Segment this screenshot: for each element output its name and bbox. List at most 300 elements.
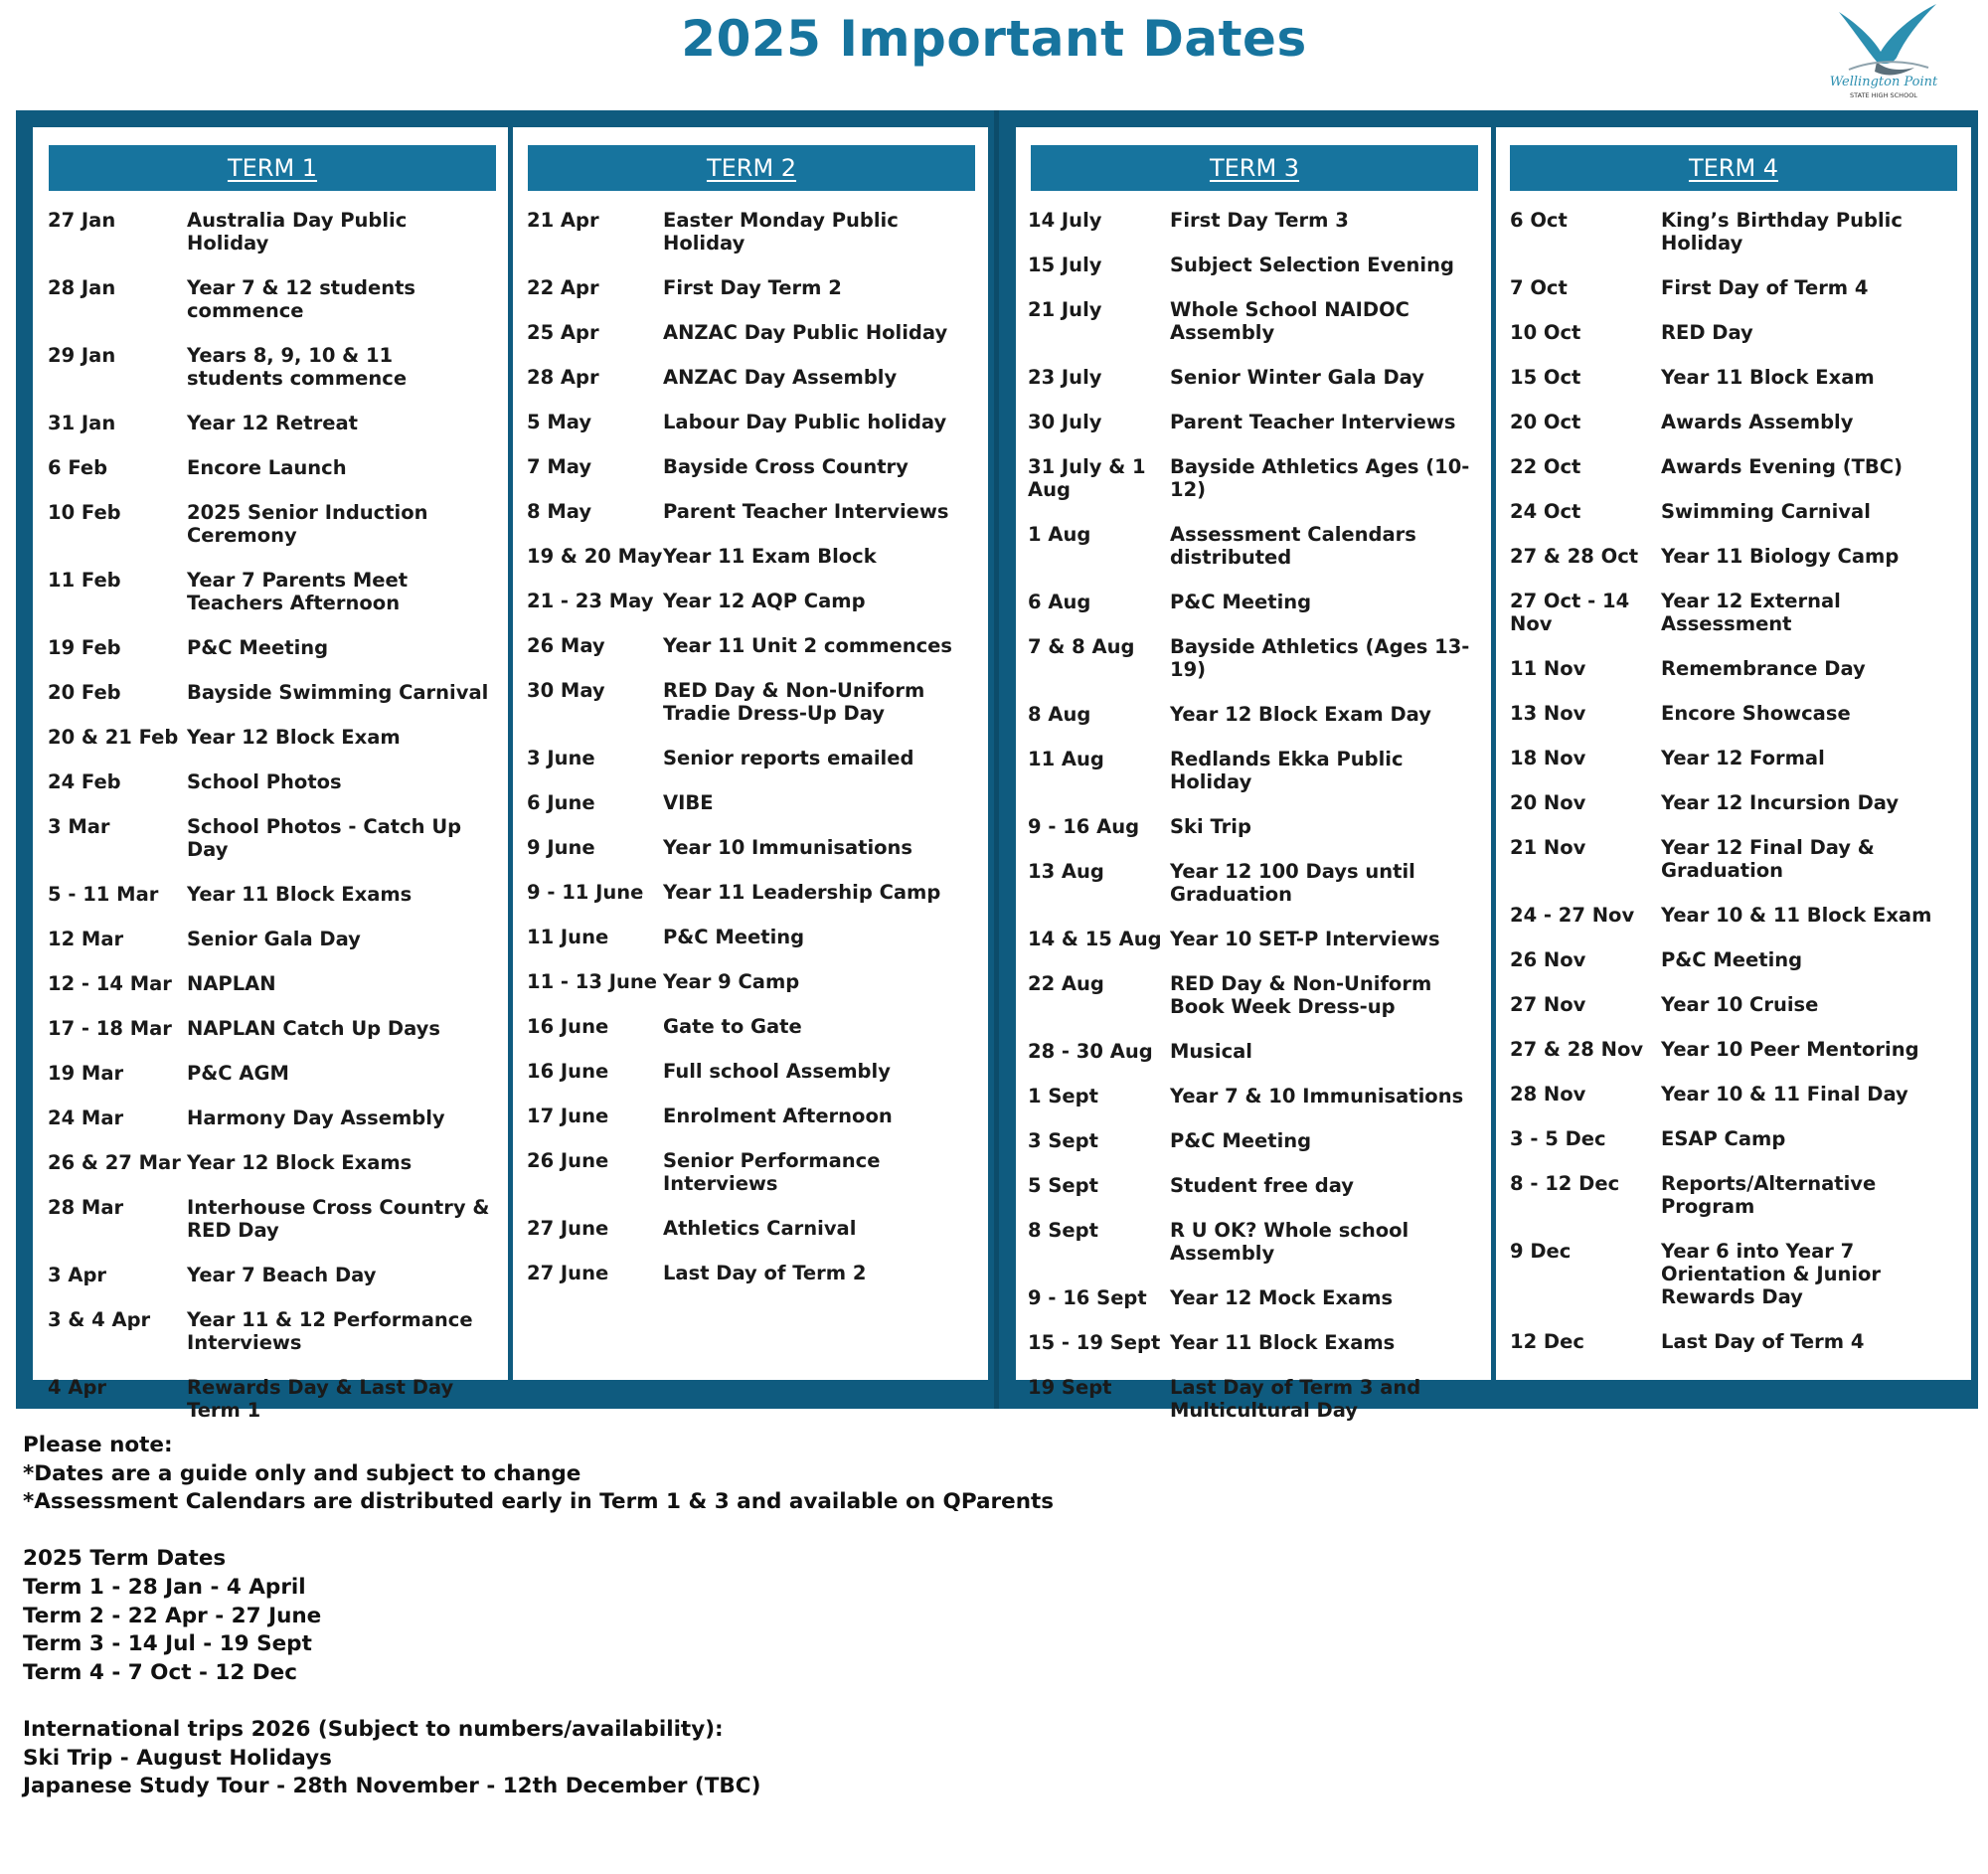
event-date: 11 Feb [48, 569, 121, 592]
event-row [48, 456, 495, 479]
event-date: 22 Apr [527, 276, 599, 299]
event-name: Senior Gala Day [187, 928, 361, 950]
event-row [1028, 1174, 1488, 1197]
event-name: Whole School NAIDOC Assembly [1170, 298, 1409, 344]
event-name: RED Day & Non-Uniform Tradie Dress-Up Day [663, 679, 925, 725]
event-date: 31 July & 1 Aug [1028, 455, 1146, 501]
note-line: *Dates are a guide only and subject to change [23, 1460, 581, 1486]
event-name: Year 12 Retreat [187, 412, 358, 434]
event-date: 15 July [1028, 254, 1102, 276]
event-row [1510, 791, 1969, 814]
event-row [1028, 1376, 1488, 1422]
event-date: 9 - 11 June [527, 881, 644, 904]
event-name: Year 9 Camp [663, 970, 800, 993]
event-date: 28 Mar [48, 1196, 124, 1219]
event-row [48, 1196, 495, 1242]
event-name: Bayside Athletics (Ages 13-19) [1170, 635, 1470, 681]
event-row [48, 276, 495, 322]
term-column-2 [513, 127, 988, 1380]
event-date: 31 Jan [48, 412, 116, 434]
event-date: 6 Oct [1510, 209, 1568, 232]
event-row [48, 1062, 495, 1085]
event-name: Bayside Athletics Ages (10-12) [1170, 455, 1470, 501]
event-name: Year 11 Block Exam [1661, 366, 1875, 389]
event-row [1028, 411, 1488, 433]
event-row [1510, 321, 1969, 344]
event-date: 9 - 16 Aug [1028, 815, 1140, 838]
event-date: 30 July [1028, 411, 1102, 433]
event-date: 17 June [527, 1105, 609, 1127]
event-name: RED Day [1661, 321, 1753, 344]
note-line: Term 1 - 28 Jan - 4 April [23, 1574, 306, 1600]
event-name: Year 11 Unit 2 commences [663, 634, 953, 657]
event-row [1028, 860, 1488, 906]
event-date: 11 - 13 June [527, 970, 657, 993]
event-name: Year 11 Leadership Camp [663, 881, 941, 904]
event-name: ESAP Camp [1661, 1127, 1786, 1150]
event-row [1510, 500, 1969, 523]
event-date: 3 & 4 Apr [48, 1308, 151, 1331]
event-date: 6 Aug [1028, 591, 1091, 613]
event-date: 14 July [1028, 209, 1102, 232]
event-row [1510, 1240, 1969, 1308]
bird-icon [1839, 4, 1936, 75]
event-name: VIBE [663, 791, 714, 814]
event-name: Awards Assembly [1661, 411, 1854, 433]
event-name: NAPLAN Catch Up Days [187, 1017, 440, 1040]
event-row [1028, 1331, 1488, 1354]
event-row [527, 366, 979, 389]
event-date: 28 Apr [527, 366, 599, 389]
term-heading: TERM 1 [49, 145, 496, 191]
event-date: 20 Nov [1510, 791, 1586, 814]
event-name: Year 12 Final Day & Graduation [1661, 836, 1875, 882]
event-name: Enrolment Afternoon [663, 1105, 893, 1127]
event-date: 12 Dec [1510, 1330, 1584, 1353]
event-date: 5 Sept [1028, 1174, 1098, 1197]
event-name: Last Day of Term 4 [1661, 1330, 1865, 1353]
event-date: 12 - 14 Mar [48, 972, 172, 995]
event-name: Interhouse Cross Country & RED Day [187, 1196, 490, 1242]
event-name: Year 10 Immunisations [663, 836, 913, 859]
event-row [48, 1308, 495, 1354]
event-name: King’s Birthday Public Holiday [1661, 209, 1903, 255]
event-date: 15 - 19 Sept [1028, 1331, 1161, 1354]
event-date: 27 Nov [1510, 993, 1586, 1016]
event-name: Year 12 AQP Camp [663, 590, 866, 612]
event-name: Year 10 Cruise [1661, 993, 1819, 1016]
event-row [527, 1015, 979, 1038]
event-date: 15 Oct [1510, 366, 1581, 389]
event-name: Full school Assembly [663, 1060, 891, 1083]
event-date: 11 Aug [1028, 748, 1104, 770]
event-name: First Day Term 2 [663, 276, 842, 299]
event-name: Year 7 Beach Day [187, 1264, 377, 1286]
event-date: 9 June [527, 836, 595, 859]
event-date: 20 Feb [48, 681, 121, 704]
term-column-1 [33, 127, 508, 1422]
event-name: Year 12 Formal [1661, 747, 1825, 769]
term-heading: TERM 4 [1510, 145, 1957, 191]
event-date: 21 Apr [527, 209, 599, 232]
event-date: 1 Sept [1028, 1085, 1098, 1107]
note-line: Ski Trip - August Holidays [23, 1745, 332, 1771]
event-row [48, 569, 495, 614]
event-name: ANZAC Day Public Holiday [663, 321, 948, 344]
note-line: Term 4 - 7 Oct - 12 Dec [23, 1659, 297, 1685]
event-name: Year 11 Biology Camp [1661, 545, 1900, 568]
event-row [1028, 1286, 1488, 1309]
event-row [48, 412, 495, 434]
event-list [1028, 209, 1488, 1444]
event-row [527, 500, 979, 523]
event-name: Year 12 Block Exam Day [1170, 703, 1431, 726]
event-row [1028, 591, 1488, 613]
event-date: 9 Dec [1510, 1240, 1572, 1263]
note-line: Japanese Study Tour - 28th November - 12th December (TBC) [23, 1774, 761, 1799]
event-name: P&C Meeting [663, 926, 805, 948]
event-date: 3 June [527, 747, 595, 769]
event-name: Labour Day Public holiday [663, 411, 947, 433]
event-name: R U OK? Whole school Assembly [1170, 1219, 1409, 1265]
event-date: 27 Jan [48, 209, 116, 232]
note-line: Please note: [23, 1433, 173, 1457]
event-row [1510, 1038, 1969, 1061]
event-date: 7 Oct [1510, 276, 1568, 299]
event-row [1028, 1085, 1488, 1107]
event-row [527, 1217, 979, 1240]
event-date: 25 Apr [527, 321, 599, 344]
event-row [527, 836, 979, 859]
event-row [1510, 993, 1969, 1016]
event-date: 21 - 23 May [527, 590, 654, 612]
event-row [1510, 366, 1969, 389]
event-name: Harmony Day Assembly [187, 1107, 445, 1129]
event-date: 4 Apr [48, 1376, 107, 1399]
event-date: 12 Mar [48, 928, 124, 950]
logo-subtext: STATE HIGH SCHOOL [1850, 91, 1917, 99]
event-row [527, 1262, 979, 1284]
event-name: Redlands Ekka Public Holiday [1170, 748, 1404, 793]
event-date: 3 Sept [1028, 1129, 1098, 1152]
notes-spacer [23, 1517, 1054, 1546]
event-row [527, 747, 979, 769]
event-name: Senior Winter Gala Day [1170, 366, 1424, 389]
frame-divider [994, 110, 999, 1409]
event-date: 22 Oct [1510, 455, 1581, 478]
event-date: 24 Oct [1510, 500, 1581, 523]
event-row [527, 881, 979, 904]
event-date: 19 Mar [48, 1062, 124, 1085]
event-row [527, 1149, 979, 1195]
event-row [1510, 209, 1969, 255]
event-name: Gate to Gate [663, 1015, 802, 1038]
event-name: Senior reports emailed [663, 747, 914, 769]
event-date: 6 Feb [48, 456, 108, 479]
event-name: Year 7 Parents Meet Teachers Afternoon [187, 569, 409, 614]
event-date: 27 & 28 Nov [1510, 1038, 1644, 1061]
event-name: P&C AGM [187, 1062, 289, 1085]
event-date: 20 & 21 Feb [48, 726, 179, 749]
event-name: Ski Trip [1170, 815, 1251, 838]
event-name: First Day of Term 4 [1661, 276, 1869, 299]
event-row [48, 681, 495, 704]
event-date: 20 Oct [1510, 411, 1581, 433]
event-row [1510, 747, 1969, 769]
event-row [1510, 1172, 1969, 1218]
event-date: 7 & 8 Aug [1028, 635, 1135, 658]
school-logo [1819, 0, 1948, 104]
event-name: School Photos [187, 770, 342, 793]
event-date: 16 June [527, 1060, 609, 1083]
event-date: 16 June [527, 1015, 609, 1038]
event-date: 11 June [527, 926, 609, 948]
note-line: *Assessment Calendars are distributed early in Term 1 & 3 and available on QParents [23, 1489, 1055, 1515]
event-row [1028, 1129, 1488, 1152]
event-row [527, 455, 979, 478]
notes-spacer [23, 1687, 1054, 1716]
event-row [1028, 748, 1488, 793]
event-date: 10 Feb [48, 501, 121, 524]
note-line: Term 2 - 22 Apr - 27 June [23, 1603, 322, 1628]
event-row [527, 634, 979, 657]
event-date: 28 - 30 Aug [1028, 1040, 1153, 1063]
event-name: Encore Launch [187, 456, 347, 479]
event-date: 8 Sept [1028, 1219, 1098, 1242]
event-name: Year 6 into Year 7 Orientation & Junior Rewards Day [1661, 1240, 1882, 1308]
event-name: Year 11 Block Exams [187, 883, 413, 906]
event-date: 30 May [527, 679, 605, 702]
event-date: 27 & 28 Oct [1510, 545, 1639, 568]
event-row [1028, 298, 1488, 344]
event-name: Encore Showcase [1661, 702, 1851, 725]
note-line: 2025 Term Dates [23, 1546, 227, 1572]
event-row [1510, 1083, 1969, 1106]
event-date: 3 Mar [48, 815, 110, 838]
event-row [1510, 590, 1969, 635]
event-name: Year 10 & 11 Final Day [1661, 1083, 1908, 1106]
event-row [1028, 703, 1488, 726]
event-row [1028, 635, 1488, 681]
event-name: Reports/Alternative Program [1661, 1172, 1877, 1218]
event-date: 22 Aug [1028, 972, 1104, 995]
event-name: Assessment Calendars distributed [1170, 523, 1416, 569]
event-date: 6 June [527, 791, 595, 814]
event-name: Year 10 & 11 Block Exam [1661, 904, 1932, 927]
event-row [1028, 815, 1488, 838]
event-date: 9 - 16 Sept [1028, 1286, 1147, 1309]
event-date: 1 Aug [1028, 523, 1091, 546]
event-date: 26 June [527, 1149, 609, 1172]
event-row [1028, 366, 1488, 389]
event-row [48, 726, 495, 749]
event-row [527, 1060, 979, 1083]
event-name: First Day Term 3 [1170, 209, 1349, 232]
event-row [527, 970, 979, 993]
event-name: Last Day of Term 3 and Multicultural Day [1170, 1376, 1421, 1422]
event-row [48, 501, 495, 547]
event-name: Awards Evening (TBC) [1661, 455, 1903, 478]
event-name: Year 7 & 12 students commence [187, 276, 416, 322]
event-row [1510, 702, 1969, 725]
event-row [48, 883, 495, 906]
event-name: Year 12 100 Days until Graduation [1170, 860, 1415, 906]
note-line: Term 3 - 14 Jul - 19 Sept [23, 1631, 312, 1657]
event-date: 28 Jan [48, 276, 116, 299]
event-row [527, 590, 979, 612]
event-row [527, 1105, 979, 1127]
event-name: P&C Meeting [1661, 948, 1803, 971]
event-name: Year 12 External Assessment [1661, 590, 1841, 635]
event-date: 19 & 20 May [527, 545, 663, 568]
term-column-3 [1016, 127, 1491, 1422]
event-date: 27 Oct - 14 Nov [1510, 590, 1630, 635]
event-row [527, 926, 979, 948]
event-name: NAPLAN [187, 972, 276, 995]
event-row [48, 972, 495, 995]
event-row [1510, 948, 1969, 971]
logo-text: Wellington Point [1829, 75, 1938, 89]
event-name: 2025 Senior Induction Ceremony [187, 501, 428, 547]
event-name: Year 11 Exam Block [663, 545, 877, 568]
event-row [48, 815, 495, 861]
event-date: 26 May [527, 634, 605, 657]
event-date: 19 Feb [48, 636, 121, 659]
event-name: Remembrance Day [1661, 657, 1866, 680]
event-name: Easter Monday Public Holiday [663, 209, 899, 255]
event-row [48, 344, 495, 390]
event-name: Bayside Cross Country [663, 455, 909, 478]
event-row [48, 770, 495, 793]
event-list [527, 209, 979, 1306]
event-row [48, 1017, 495, 1040]
event-row [48, 1264, 495, 1286]
event-name: Musical [1170, 1040, 1252, 1063]
event-name: P&C Meeting [1170, 591, 1312, 613]
event-name: Parent Teacher Interviews [1170, 411, 1456, 433]
event-row [1510, 1127, 1969, 1150]
event-date: 10 Oct [1510, 321, 1581, 344]
event-row [527, 791, 979, 814]
event-row [1510, 836, 1969, 882]
event-date: 26 & 27 Mar [48, 1151, 181, 1174]
event-name: Year 11 Block Exams [1170, 1331, 1396, 1354]
event-name: ANZAC Day Assembly [663, 366, 898, 389]
event-name: Bayside Swimming Carnival [187, 681, 489, 704]
event-name: Australia Day Public Holiday [187, 209, 408, 255]
event-row [48, 636, 495, 659]
note-line: International trips 2026 (Subject to numbers/availability): [23, 1716, 724, 1742]
event-date: 8 May [527, 500, 592, 523]
event-row [527, 276, 979, 299]
event-name: Parent Teacher Interviews [663, 500, 949, 523]
event-name: Year 10 Peer Mentoring [1661, 1038, 1919, 1061]
event-row [1510, 455, 1969, 478]
event-row [1510, 904, 1969, 927]
event-date: 14 & 15 Aug [1028, 928, 1162, 950]
event-name: Year 12 Block Exams [187, 1151, 413, 1174]
term-heading: TERM 3 [1031, 145, 1478, 191]
event-date: 27 June [527, 1217, 609, 1240]
event-row [1510, 411, 1969, 433]
event-name: Athletics Carnival [663, 1217, 857, 1240]
event-name: Year 12 Block Exam [187, 726, 401, 749]
event-row [1510, 276, 1969, 299]
event-row [48, 1107, 495, 1129]
event-name: Last Day of Term 2 [663, 1262, 867, 1284]
event-date: 13 Nov [1510, 702, 1586, 725]
event-name: Subject Selection Evening [1170, 254, 1454, 276]
event-date: 13 Aug [1028, 860, 1104, 883]
event-name: Year 7 & 10 Immunisations [1170, 1085, 1464, 1107]
event-date: 11 Nov [1510, 657, 1586, 680]
term-heading: TERM 2 [528, 145, 975, 191]
event-row [1028, 1219, 1488, 1265]
event-date: 29 Jan [48, 344, 116, 367]
event-row [527, 321, 979, 344]
event-name: Year 12 Mock Exams [1170, 1286, 1394, 1309]
event-date: 19 Sept [1028, 1376, 1112, 1399]
event-row [1028, 972, 1488, 1018]
event-name: Year 10 SET-P Interviews [1170, 928, 1440, 950]
event-date: 24 - 27 Nov [1510, 904, 1635, 927]
event-row [1028, 1040, 1488, 1063]
event-name: Swimming Carnival [1661, 500, 1871, 523]
event-name: Rewards Day & Last Day Term 1 [187, 1376, 454, 1422]
event-row [527, 679, 979, 725]
event-name: Year 11 & 12 Performance Interviews [187, 1308, 473, 1354]
event-row [1510, 657, 1969, 680]
event-list [1510, 209, 1969, 1375]
term-column-4 [1496, 127, 1971, 1380]
event-date: 24 Feb [48, 770, 121, 793]
notes-section [23, 1432, 1054, 1801]
event-name: Senior Performance Interviews [663, 1149, 881, 1195]
event-row [1028, 455, 1488, 501]
event-list [48, 209, 495, 1444]
event-date: 8 - 12 Dec [1510, 1172, 1620, 1195]
event-date: 3 - 5 Dec [1510, 1127, 1606, 1150]
event-name: P&C Meeting [187, 636, 329, 659]
event-row [1028, 254, 1488, 276]
event-date: 27 June [527, 1262, 609, 1284]
event-row [527, 411, 979, 433]
event-date: 5 May [527, 411, 592, 433]
event-row [48, 209, 495, 255]
event-row [1510, 545, 1969, 568]
event-name: Student free day [1170, 1174, 1354, 1197]
event-name: Year 12 Incursion Day [1661, 791, 1900, 814]
event-row [48, 1376, 495, 1422]
event-row [1028, 928, 1488, 950]
event-row [48, 928, 495, 950]
event-date: 26 Nov [1510, 948, 1586, 971]
event-row [527, 545, 979, 568]
event-name: School Photos - Catch Up Day [187, 815, 462, 861]
event-name: Years 8, 9, 10 & 11 students commence [187, 344, 408, 390]
event-row [527, 209, 979, 255]
event-date: 8 Aug [1028, 703, 1091, 726]
event-name: P&C Meeting [1170, 1129, 1312, 1152]
event-row [1028, 209, 1488, 232]
event-date: 24 Mar [48, 1107, 124, 1129]
event-date: 7 May [527, 455, 592, 478]
event-row [1028, 523, 1488, 569]
event-date: 28 Nov [1510, 1083, 1586, 1106]
event-name: RED Day & Non-Uniform Book Week Dress-up [1170, 972, 1432, 1018]
event-date: 21 Nov [1510, 836, 1586, 859]
event-row [1510, 1330, 1969, 1353]
